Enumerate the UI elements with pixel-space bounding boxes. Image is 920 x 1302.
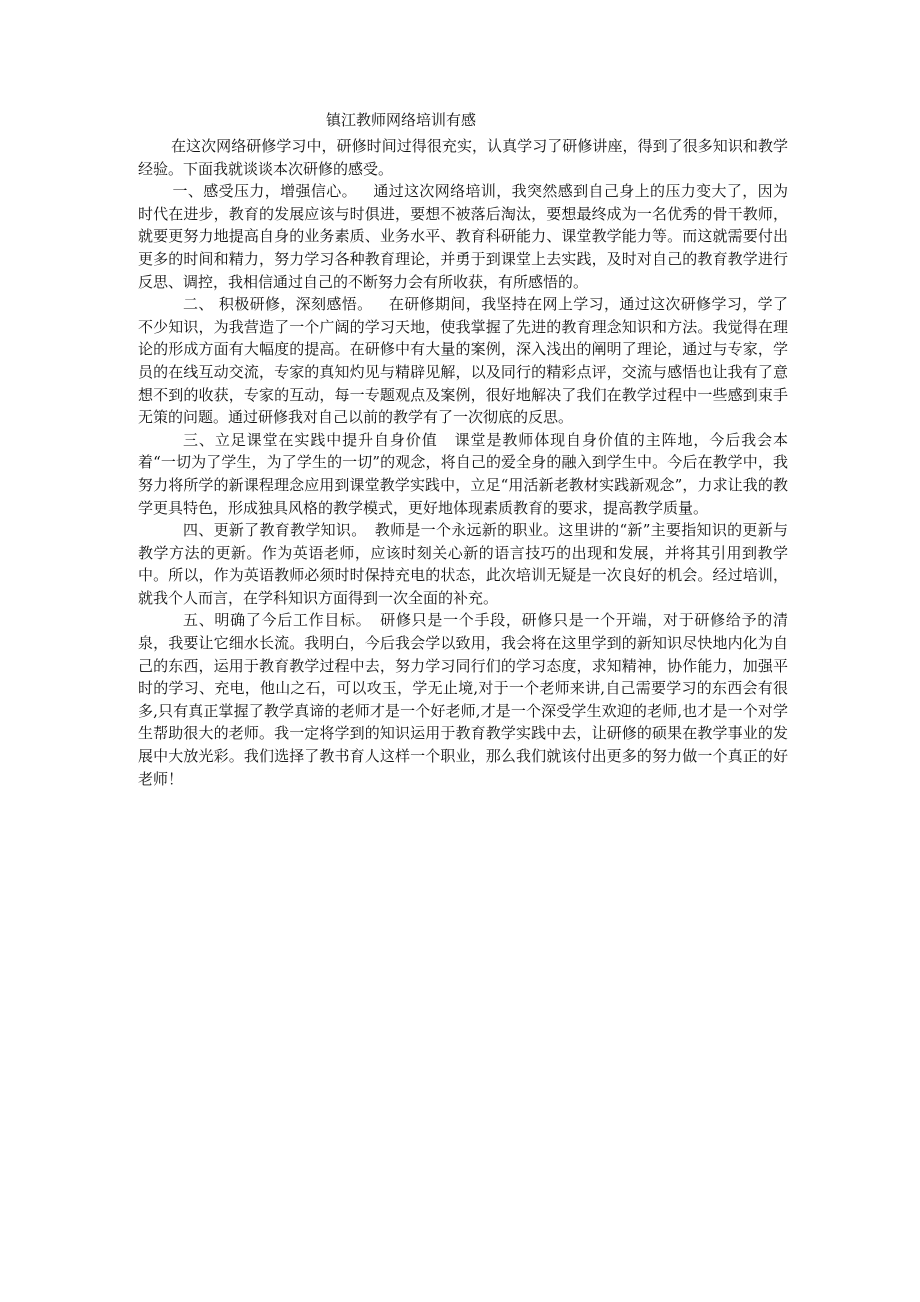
- paragraph-body: 在研修期间，我坚持在网上学习，通过这次研修学习，学了不少知识，为我营造了一个广阔的学习天地，使我掌握了先进的教育理念知识和方法。我觉得在理论的形成方面有大幅度的提高。在研修中有大量的案例，深入浅出的阐明了理论，通过与专家，学员的在线互动交流，专家的真知灼见与精辟见解，以及同行的精彩点评，交流与感悟也让我有了意想不到的收获，专家的互动，每一专题观点及案例，很好地解决了我们在教学过程中一些感到束手无策的问题。通过研修我对自己以前的教学有了一次彻底的反思。: [138, 295, 788, 427]
- paragraph-section-2: [138, 293, 788, 429]
- paragraph-body: 通过这次网络培训，我突然感到自己身上的压力变大了，因为时代在进步，教育的发展应该与时俱进，要想不被落后淘汰，要想最终成为一名优秀的骨干教师，就要更努力地提高自身的业务素质、业务水平、教育科研能力、课堂教学能力等。而这就需要付出更多的时间和精力，努力学习各种教育理论，并勇于到课堂上去实践，及时对自己的教育教学进行反思、调控，我相信通过自己的不断努力会有所收获，有所感悟的。: [138, 182, 788, 291]
- document-title: 镇江教师网络培训有感: [326, 111, 477, 129]
- paragraph-body: 教师是一个永远新的职业。这里讲的“新”主要指知识的更新与教学方法的更新。作为英语老师，应该时刻关心新的语言技巧的出现和发展，并将其引用到教学中。所以，作为英语教师必须时时保持充电的状态，此次培训无疑是一次良好的机会。经过培训，就我个人而言，在学科知识方面得到一次全面的补充。: [138, 521, 788, 607]
- section-heading: 一、感受压力，增强信心。: [172, 182, 357, 201]
- paragraph-intro: [138, 135, 788, 180]
- paragraph-body: 课堂是教师体现自身价值的主阵地，今后我会本着“一切为了学生，为了学生的一切”的观念，将自己的爱全身的融入到学生中。今后在教学中，我努力将所学的新课程理念应用到课堂教学实践中，立足“用活新老教材实践新观念”，力求让我的教学更具特色，形成独具风格的教学模式，更好地体现素质教育的要求，提高教学质量。: [138, 430, 788, 517]
- paragraph-section-3: [138, 429, 788, 519]
- paragraph-section-5: [138, 609, 788, 790]
- paragraph-section-1: [138, 180, 788, 293]
- section-heading: 三、立足课堂在实践中提升自身价值: [183, 430, 438, 449]
- section-heading: 二、 积极研修，深刻感悟。: [183, 295, 373, 314]
- document-body: [138, 108, 788, 790]
- section-heading: 五、明确了今后工作目标。: [183, 611, 372, 630]
- section-heading: 四、更新了教育教学知识。: [183, 521, 367, 540]
- paragraph-body: 在这次网络研修学习中，研修时间过得很充实，认真学习了研修讲座，得到了很多知识和教学经验。下面我就谈谈本次研修的感受。: [138, 137, 788, 178]
- paragraph-section-4: [138, 519, 788, 609]
- paragraph-body: 研修只是一个手段，研修只是一个开端，对于研修给予的清泉，我要让它细水长流。我明白，今后我会学以致用，我会将在这里学到的新知识尽快地内化为自己的东西，运用于教育教学过程中去，努力学习同行们的学习态度，求知精神，协作能力，加强平时的学习、充电，他山之石，可以攻玉，学无止境,对于一个老师来讲,自己需要学习的东西会有很多,只有真正掌握了教学真谛的老师才是一个好老师,才是一个深受学生欢迎的老师,也才是一个对学生帮助很大的老师。我一定将学到的知识运用于教育教学实践中去，让研修的硕果在教学事业的发展中大放光彩。我们选择了教书育人这样一个职业，那么我们就该付出更多的努力做一个真正的好老师！: [138, 611, 788, 788]
